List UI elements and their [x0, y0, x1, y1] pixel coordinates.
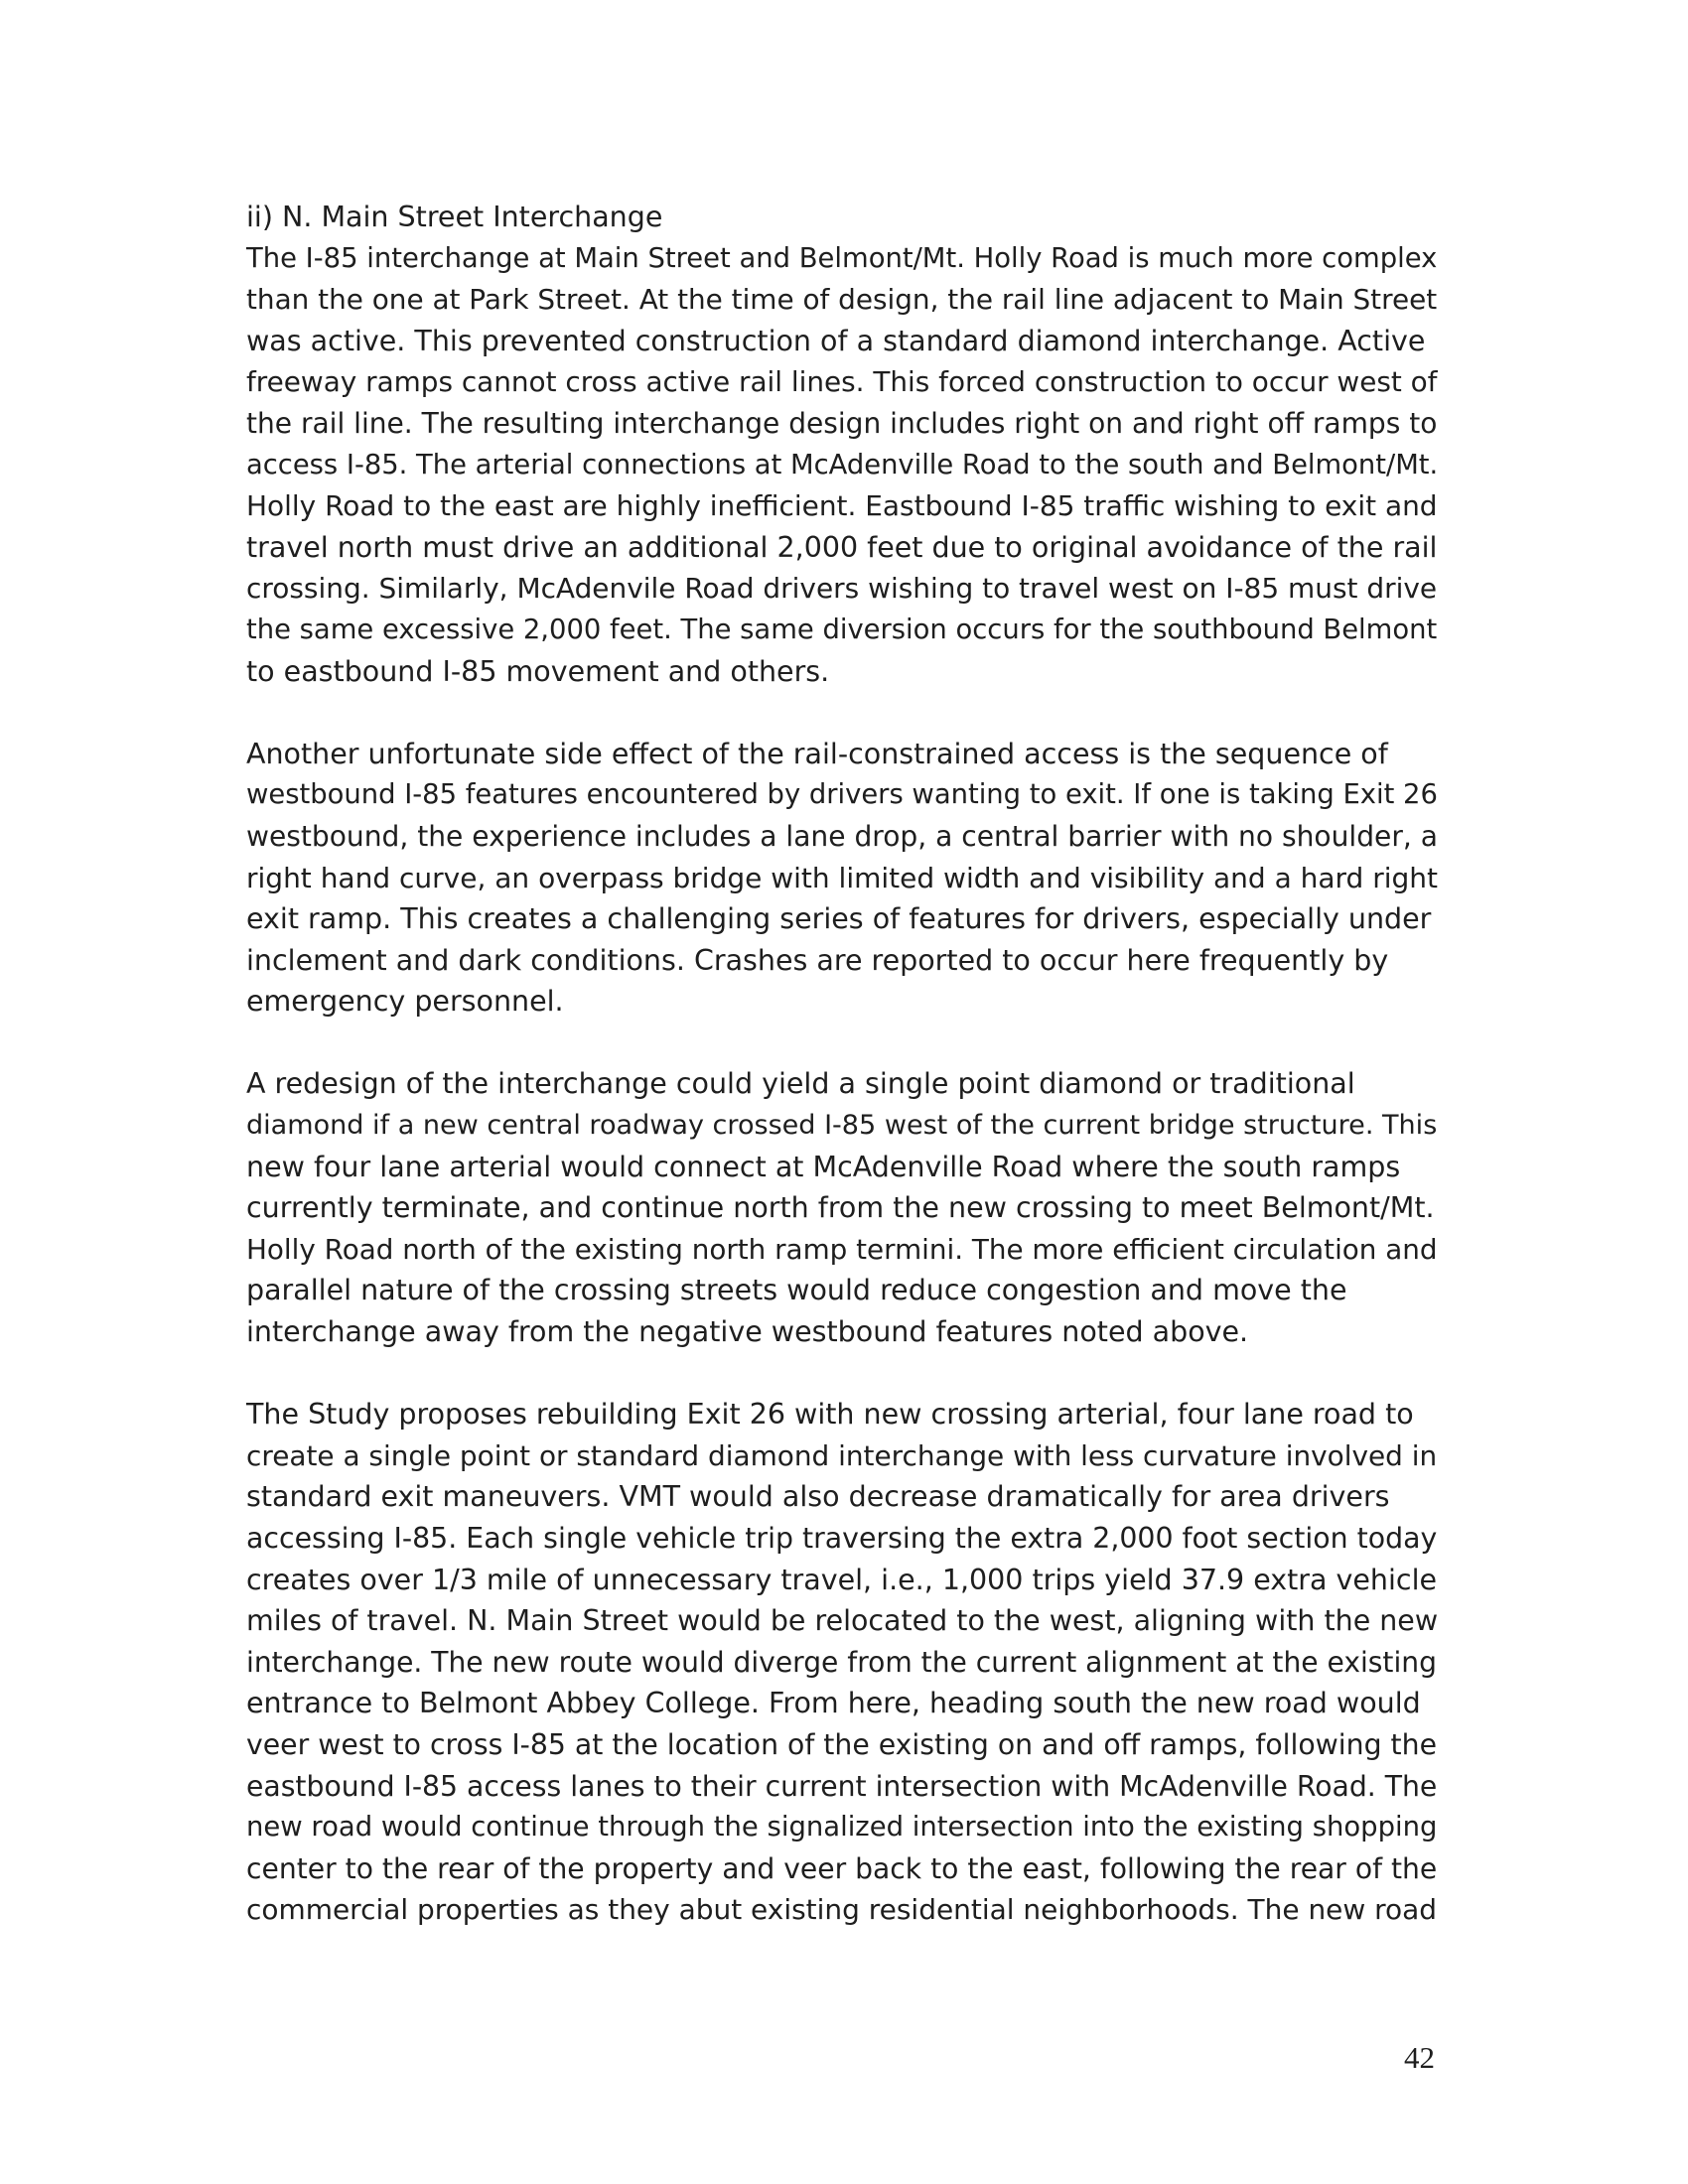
- paragraph-line: the same excessive 2,000 feet. The same diversion occurs for the southbound Belmont: [246, 614, 1438, 645]
- paragraph-line: crossing. Similarly, McAdenvile Road drivers wishing to travel west on I-85 must drive: [246, 572, 1438, 606]
- paragraph-line: Another unfortunate side effect of the rail-constrained access is the sequence of: [246, 737, 1388, 770]
- body-paragraph: [246, 238, 1438, 693]
- paragraph-line: parallel nature of the crossing streets would reduce congestion and move the: [246, 1274, 1347, 1307]
- paragraph-line: new road would continue through the signalized intersection into the existing shopping: [246, 1812, 1438, 1843]
- paragraph-line: westbound, the experience includes a lane drop, a central barrier with no shoulder, a: [246, 819, 1438, 853]
- paragraph-line: entrance to Belmont Abbey College. From here, heading south the new road would: [246, 1687, 1421, 1720]
- paragraph-line: the rail line. The resulting interchange design includes right on and right off ramps to: [246, 406, 1438, 440]
- paragraph-line: exit ramp. This creates a challenging series of features for drivers, especially under: [246, 902, 1432, 936]
- paragraph-line: accessing I-85. Each single vehicle trip traversing the extra 2,000 foot section today: [246, 1522, 1438, 1555]
- paragraph-line: westbound I-85 features encountered by drivers wanting to exit. If one is taking Exit 26: [246, 779, 1438, 811]
- paragraph-line: freeway ramps cannot cross active rail lines. This forced construction to occur west of: [246, 365, 1438, 399]
- paragraph-line: commercial properties as they abut existing residential neighborhoods. The new road: [246, 1893, 1438, 1927]
- paragraph-line: access I-85. The arterial connections at McAdenville Road to the south and Belmont/Mt.: [246, 449, 1439, 480]
- body-paragraph: [246, 734, 1438, 1023]
- paragraph-line: A redesign of the interchange could yield a single point diamond or traditional: [246, 1067, 1355, 1101]
- body-paragraph: [246, 1063, 1438, 1352]
- paragraph-line: right hand curve, an overpass bridge with limited width and visibility and a hard right: [246, 861, 1439, 894]
- paragraph-line: creates over 1/3 mile of unnecessary travel, i.e., 1,000 trips yield 37.9 extra vehicle: [246, 1563, 1438, 1596]
- paragraph-line: Holly Road to the east are highly inefficient. Eastbound I-85 traffic wishing to exit and: [246, 489, 1438, 523]
- paragraph-list: [246, 238, 1438, 1931]
- paragraph-line: Holly Road north of the existing north ramp termini. The more efficient circulation and: [246, 1232, 1438, 1266]
- paragraph-line: standard exit maneuvers. VMT would also decrease dramatically for area drivers: [246, 1480, 1390, 1514]
- body-paragraph: [246, 1394, 1438, 1931]
- paragraph-line: eastbound I-85 access lanes to their current intersection with McAdenville Road. The: [246, 1769, 1438, 1803]
- paragraph-line: than the one at Park Street. At the time of design, the rail line adjacent to Main Street: [246, 283, 1438, 317]
- paragraph-line: emergency personnel.: [246, 985, 564, 1019]
- paragraph-line: interchange away from the negative westbound features noted above.: [246, 1315, 1249, 1349]
- page-number: 42: [1404, 2040, 1435, 2075]
- paragraph-line: veer west to cross I-85 at the location of the existing on and off ramps, following the: [246, 1727, 1437, 1761]
- document-body: [246, 197, 1438, 1973]
- paragraph-line: The Study proposes rebuilding Exit 26 with new crossing arterial, four lane road to: [246, 1398, 1414, 1432]
- paragraph-line: currently terminate, and continue north from the new crossing to meet Belmont/Mt.: [246, 1191, 1435, 1225]
- paragraph-line: miles of travel. N. Main Street would be relocated to the west, aligning with the new: [246, 1604, 1439, 1638]
- paragraph-line: travel north must drive an additional 2,000 feet due to original avoidance of the rail: [246, 530, 1438, 564]
- paragraph-line: new four lane arterial would connect at McAdenville Road where the south ramps: [246, 1150, 1401, 1183]
- paragraph-line: center to the rear of the property and veer back to the east, following the rear of the: [246, 1851, 1438, 1885]
- paragraph-line: diamond if a new central roadway crossed I-85 west of the current bridge structure. This: [246, 1110, 1438, 1142]
- paragraph-line: create a single point or standard diamond interchange with less curvature involved in: [246, 1438, 1438, 1472]
- paragraph-line: The I-85 interchange at Main Street and Belmont/Mt. Holly Road is much more complex: [246, 242, 1438, 274]
- section-heading: ii) N. Main Street Interchange: [246, 201, 663, 233]
- paragraph-line: to eastbound I-85 movement and others.: [246, 654, 830, 688]
- paragraph-line: interchange. The new route would diverge from the current alignment at the existing: [246, 1645, 1437, 1679]
- paragraph-line: inclement and dark conditions. Crashes are reported to occur here frequently by: [246, 943, 1389, 977]
- paragraph-line: was active. This prevented construction of a standard diamond interchange. Active: [246, 324, 1426, 357]
